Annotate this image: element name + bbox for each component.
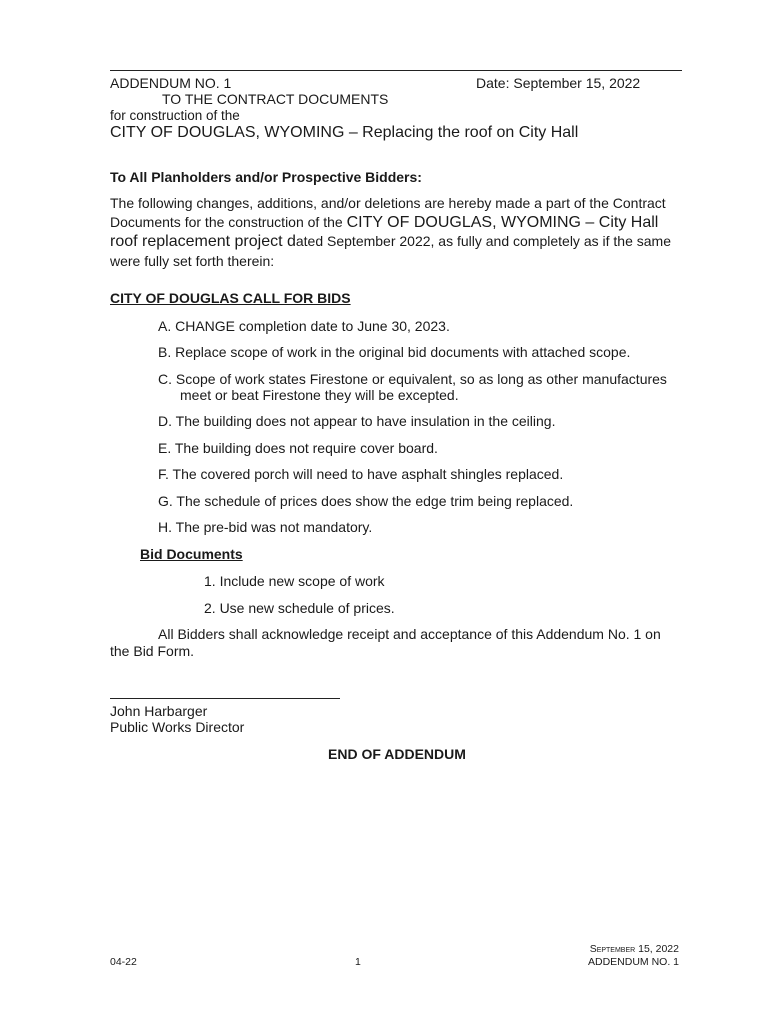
for-construction-line: for construction of the — [110, 108, 240, 123]
footer-code: 04-22 — [110, 956, 137, 968]
end-of-addendum: END OF ADDENDUM — [328, 746, 466, 762]
project-title: CITY OF DOUGLAS, WYOMING – Replacing the roof on City Hall — [110, 124, 579, 141]
header-rule — [110, 70, 682, 71]
salutation: To All Planholders and/or Prospective Bidders: — [110, 169, 422, 185]
footer-date: September 15, 2022 — [589, 943, 679, 955]
list-item-continuation: meet or beat Firestone they will be excepted. — [180, 387, 459, 403]
signer-name: John Harbarger — [110, 703, 208, 719]
list-item: G. The schedule of prices does show the edge trim being replaced. — [158, 493, 574, 509]
list-item: F. The covered porch will need to have asphalt shingles replaced. — [158, 466, 564, 482]
bid-documents-heading: Bid Documents — [140, 546, 243, 562]
list-item: D. The building does not appear to have insulation in the ceiling. — [158, 413, 556, 429]
list-item: A. CHANGE completion date to June 30, 2023. — [158, 318, 450, 334]
intro-project-name: CITY OF DOUGLAS, WYOMING – City Hall roof replacement project d — [110, 213, 659, 250]
bid-document-item: 1. Include new scope of work — [204, 573, 385, 589]
page-number: 1 — [355, 956, 361, 968]
acknowledge-paragraph: All Bidders shall acknowledge receipt and acceptance of this Addendum No. 1 on the Bid Form. — [110, 626, 661, 659]
intro-paragraph — [110, 194, 682, 270]
list-item: H. The pre-bid was not mandatory. — [158, 519, 373, 535]
list-item: E. The building does not require cover board. — [158, 440, 438, 456]
intro-text-1: The following changes, additions, and/or deletions are hereby made a part of the Contract Documents for the construction of the — [110, 195, 666, 230]
addendum-date: Date: September 15, 2022 — [476, 75, 641, 91]
signer-title: Public Works Director — [110, 719, 245, 735]
contract-documents-line: TO THE CONTRACT DOCUMENTS — [162, 91, 389, 107]
intro-text-2: ated September 2022, as fully and completely as if the same were fully set forth therein: — [110, 233, 671, 269]
signature-line — [110, 698, 340, 699]
bid-document-item: 2. Use new schedule of prices. — [204, 600, 395, 616]
addendum-number: ADDENDUM NO. 1 — [110, 75, 232, 91]
section-heading: CITY OF DOUGLAS CALL FOR BIDS — [110, 290, 351, 306]
list-item: B. Replace scope of work in the original bid documents with attached scope. — [158, 344, 631, 360]
list-item: C. Scope of work states Firestone or equivalent, so as long as other manufactures — [158, 371, 667, 387]
footer-addendum: ADDENDUM NO. 1 — [587, 956, 679, 968]
